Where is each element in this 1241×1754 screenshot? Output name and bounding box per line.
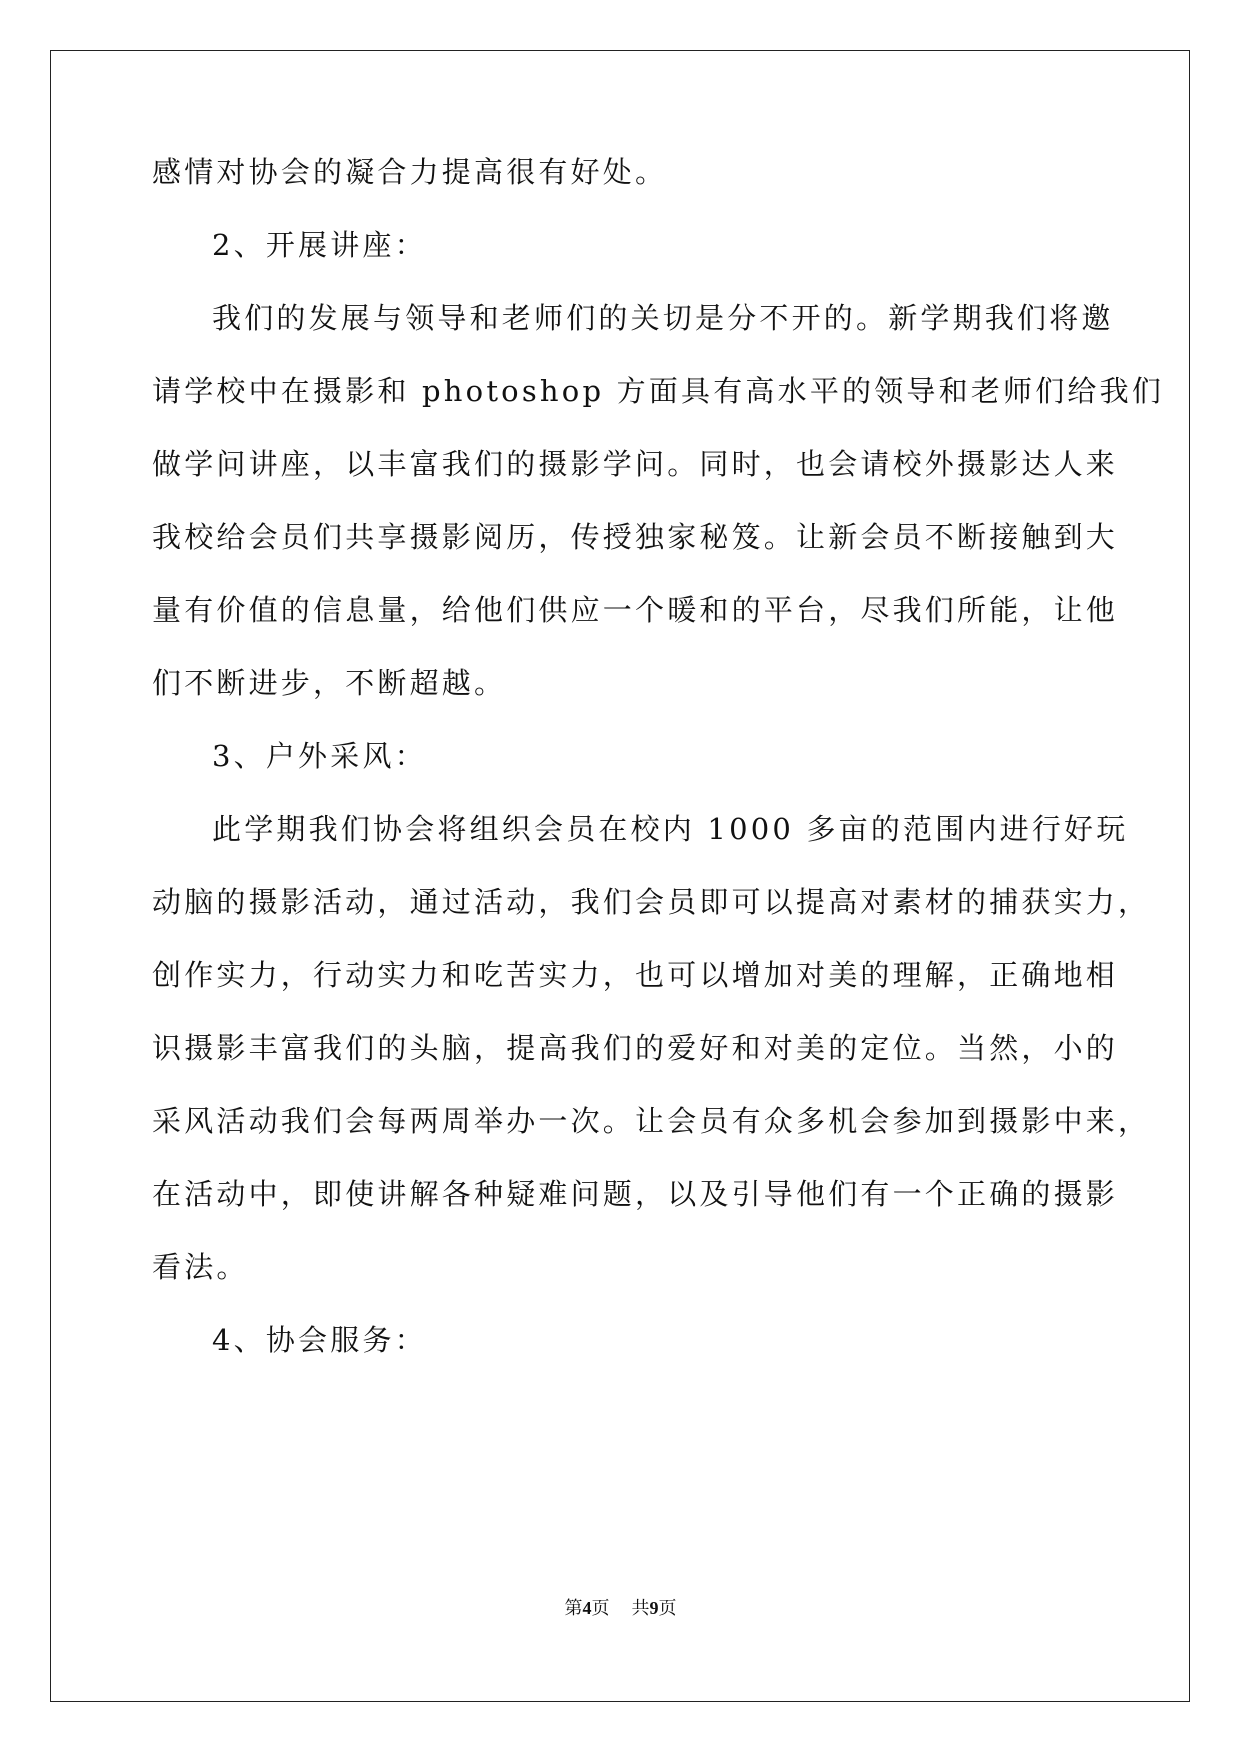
section-heading-outdoor: 3、户外采风： [212, 739, 427, 773]
paragraph-line: 此学期我们协会将组织会员在校内 1000 多亩的范围内进行好玩 [212, 812, 1129, 846]
page-prefix: 第 [564, 1598, 583, 1619]
paragraph-line: 我们的发展与领导和老师们的关切是分不开的。新学期我们将邀 [212, 301, 1114, 335]
paragraph-line: 我校给会员们共享摄影阅历，传授独家秘笈。让新会员不断接触到大 [152, 520, 1119, 554]
page-suffix: 页 [591, 1598, 610, 1619]
paragraph-line: 做学问讲座，以丰富我们的摄影学问。同时，也会请校外摄影达人来 [152, 447, 1119, 481]
total-prefix: 共 [631, 1598, 650, 1619]
section-heading-service: 4、协会服务： [212, 1323, 427, 1357]
paragraph-line: 请学校中在摄影和 photoshop 方面具有高水平的领导和老师们给我们 [152, 374, 1165, 408]
paragraph-line: 们不断进步，不断超越。 [152, 666, 507, 700]
page-footer [0, 1596, 1241, 1621]
paragraph-line: 采风活动我们会每两周举办一次。让会员有众多机会参加到摄影中来， [152, 1104, 1151, 1138]
current-page-number: 4 [582, 1598, 592, 1618]
paragraph-line: 在活动中，即使讲解各种疑难问题，以及引导他们有一个正确的摄影 [152, 1177, 1119, 1211]
section-heading-lectures: 2、开展讲座： [212, 228, 427, 262]
paragraph-line: 识摄影丰富我们的头脑，提高我们的爱好和对美的定位。当然，小的 [152, 1031, 1119, 1065]
total-suffix: 页 [658, 1598, 677, 1619]
paragraph-line: 量有价值的信息量，给他们供应一个暖和的平台，尽我们所能，让他 [152, 593, 1119, 627]
paragraph-line: 创作实力，行动实力和吃苦实力，也可以增加对美的理解，正确地相 [152, 958, 1119, 992]
paragraph-line: 动脑的摄影活动，通过活动，我们会员即可以提高对素材的捕获实力， [152, 885, 1151, 919]
paragraph-line: 看法。 [152, 1250, 249, 1284]
total-page-number: 9 [649, 1598, 659, 1618]
paragraph-line: 感情对协会的凝合力提高很有好处。 [152, 155, 668, 189]
